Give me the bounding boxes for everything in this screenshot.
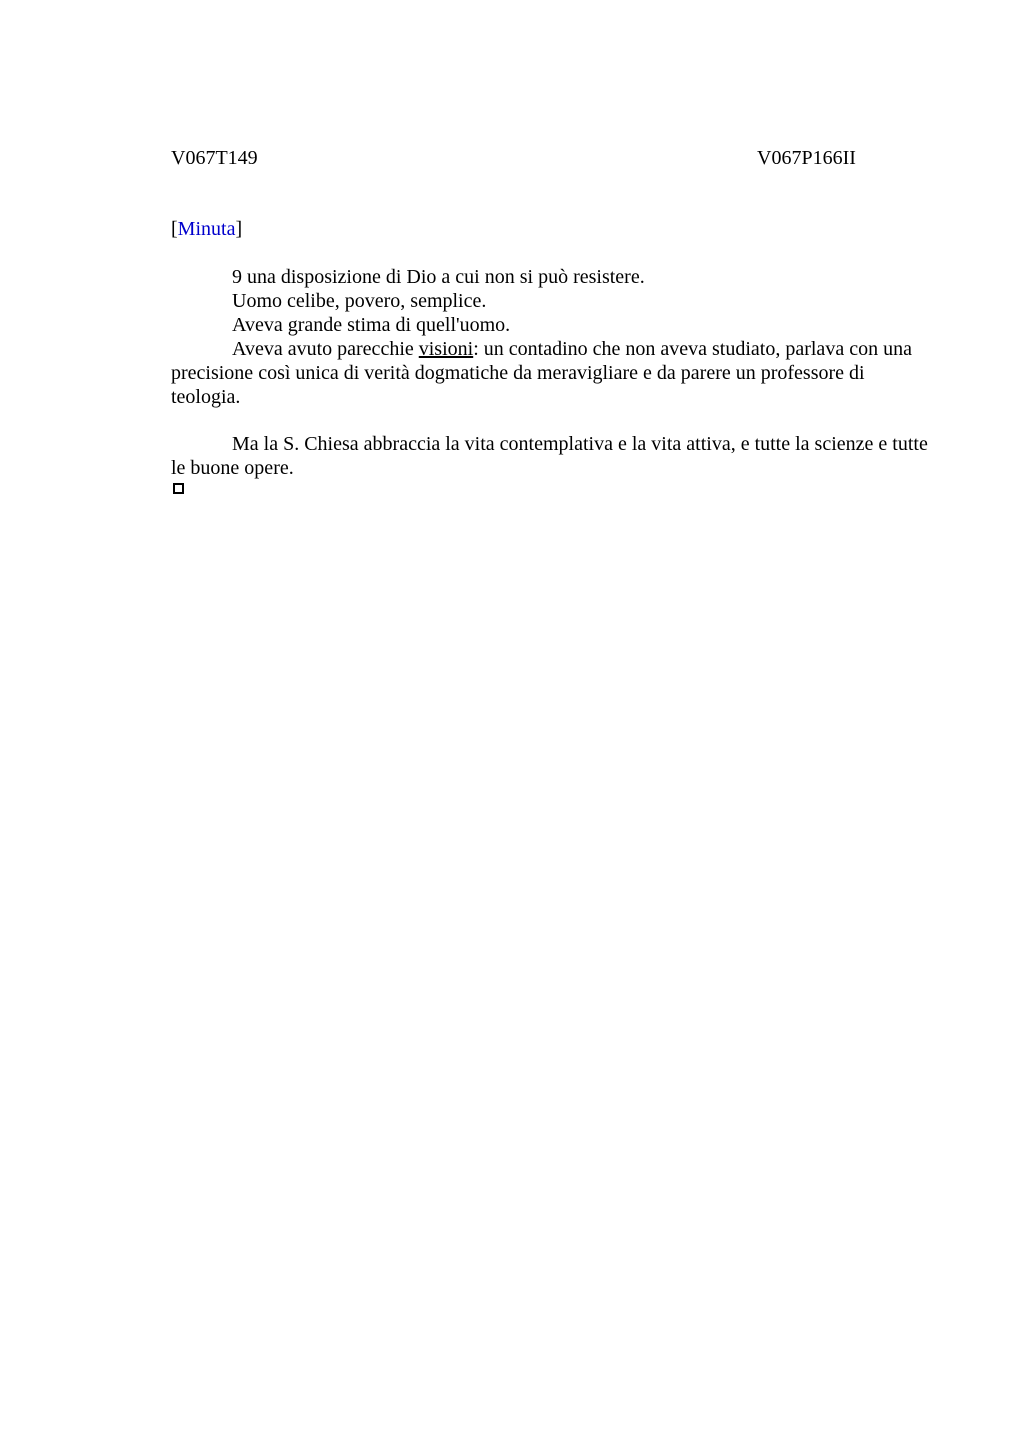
- underlined-word: visioni: [418, 338, 474, 360]
- bracket-close: ]: [235, 218, 243, 240]
- minuta-link[interactable]: Minuta: [177, 218, 236, 240]
- paragraph-4-start: Aveva avuto parecchie: [232, 338, 419, 360]
- header-left-code: V067T149: [171, 147, 258, 169]
- paragraph-2: Uomo celibe, povero, semplice.: [232, 290, 487, 312]
- document-body: [171, 265, 931, 480]
- section-label: [171, 217, 242, 241]
- paragraph-3: Aveva grande stima di quell'uomo.: [232, 314, 511, 336]
- bracket-open: [: [171, 218, 178, 240]
- paragraph-5: Ma la S. Chiesa abbraccia la vita contemplativa e la vita attiva, e tutte la scienze e tutte le buone opere.: [171, 433, 928, 479]
- header-right-code: V067P166II: [757, 147, 856, 169]
- paragraph-4: [171, 337, 931, 409]
- paragraph-4-rest: : un contadino che non aveva studiato, parlava con una precisione così unica di verità dogmatiche da meravigliare e da parere un professore di teologia.: [171, 338, 912, 408]
- square-outline-icon: [173, 483, 184, 494]
- paragraph-1: 9 una disposizione di Dio a cui non si può resistere.: [232, 266, 645, 288]
